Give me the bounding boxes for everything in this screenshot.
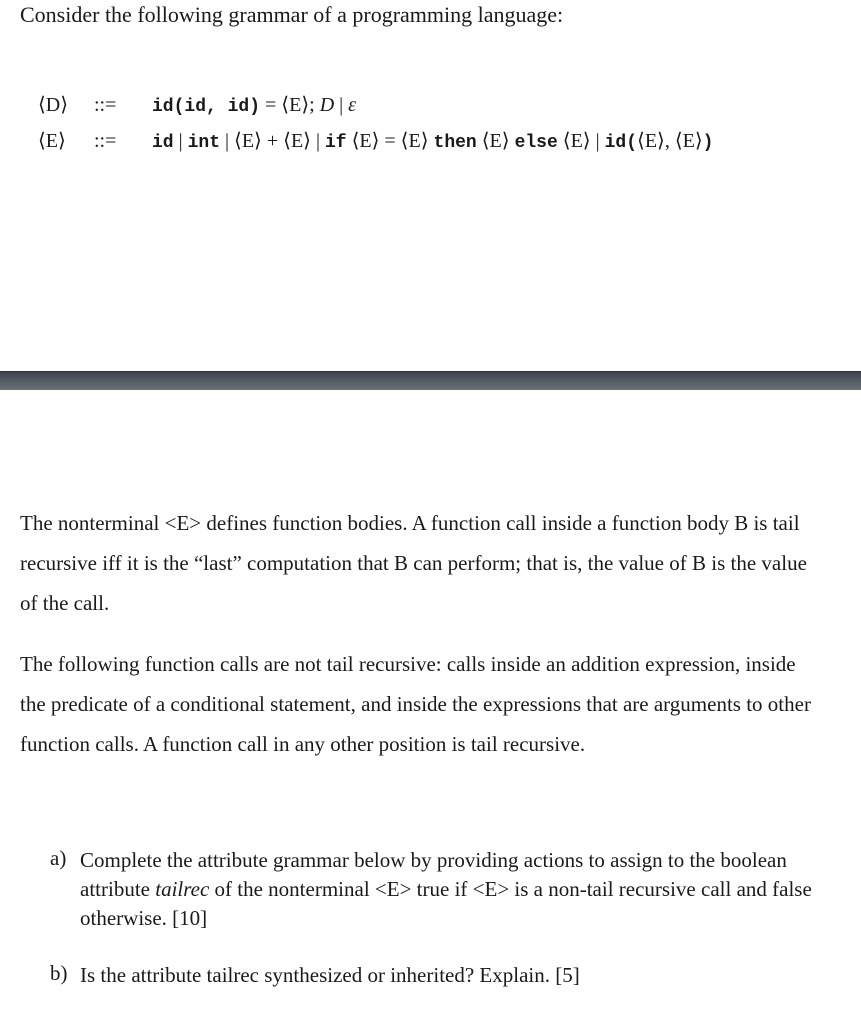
rule-define-symbol: ::= <box>94 130 117 152</box>
grammar-section <box>0 0 861 370</box>
question-text <box>80 846 820 933</box>
rule-lhs: ⟨E⟩ <box>38 130 66 152</box>
rule-e-keyword-then: then <box>433 133 477 153</box>
rule-e-text: ⟨E⟩ = ⟨E⟩ <box>346 130 434 152</box>
grammar-rule-e <box>38 128 713 164</box>
rule-e-token-int: int <box>187 133 221 153</box>
rule-e-keyword-else: else <box>514 133 558 153</box>
rule-d-token-id-call: id(id, id) <box>152 97 261 117</box>
rule-e-text: ⟨E⟩, ⟨E⟩ <box>637 130 703 152</box>
rule-e-token-id-open: id( <box>604 133 638 153</box>
rule-e-text: | <box>173 130 188 152</box>
rule-d-nonterminal-d: D <box>319 94 335 116</box>
rule-lhs: ⟨D⟩ <box>38 94 69 116</box>
rule-body <box>152 92 356 117</box>
grammar-rule-d <box>38 92 713 128</box>
question-a <box>50 846 820 933</box>
rule-e-keyword-if: if <box>324 133 347 153</box>
rule-body <box>152 128 713 153</box>
paragraph-tail-recursion-definition: The nonterminal <E> defines function bodies. A function call inside a function body B is tail recursive iff it is the “last” computation that B can perform; that is, the value of B is the value of the call. <box>20 511 807 615</box>
rule-e-text: ⟨E⟩ | <box>557 130 605 152</box>
paragraph-non-tail-recursive-cases: The following function calls are not tail recursive: calls inside an addition expression, inside the predicate of a conditional statement, and inside the expressions that are arguments to other function calls. A function call in any other position is tail recursive. <box>20 652 811 756</box>
question-label: b) <box>50 961 68 985</box>
rule-e-text: | ⟨E⟩ + ⟨E⟩ | <box>220 130 325 152</box>
question-a-text: of the nonterminal <E> true if <E> is a non-tail recursive call and false otherwise. [10] <box>80 877 812 930</box>
rule-e-text: ⟨E⟩ <box>476 130 515 152</box>
rule-define-symbol: ::= <box>94 94 117 116</box>
rule-d-epsilon: ε <box>348 94 357 116</box>
attribute-name: tailrec <box>155 877 210 901</box>
rule-d-text: | <box>334 94 349 116</box>
image-divider <box>0 371 861 390</box>
question-b <box>50 961 820 990</box>
rule-d-text: = ⟨E⟩; <box>260 94 320 116</box>
question-a-text: Complete the attribute grammar below by providing actions to assign to the boolean attribute <box>80 848 787 901</box>
rule-e-token-close: ) <box>702 133 714 153</box>
rule-e-token-id: id <box>152 133 174 153</box>
question-text: Is the attribute tailrec synthesized or inherited? Explain. [5] <box>80 963 580 987</box>
question-label: a) <box>50 846 67 870</box>
intro-text: Consider the following grammar of a programming language: <box>20 2 564 27</box>
grammar-rules <box>38 92 713 164</box>
